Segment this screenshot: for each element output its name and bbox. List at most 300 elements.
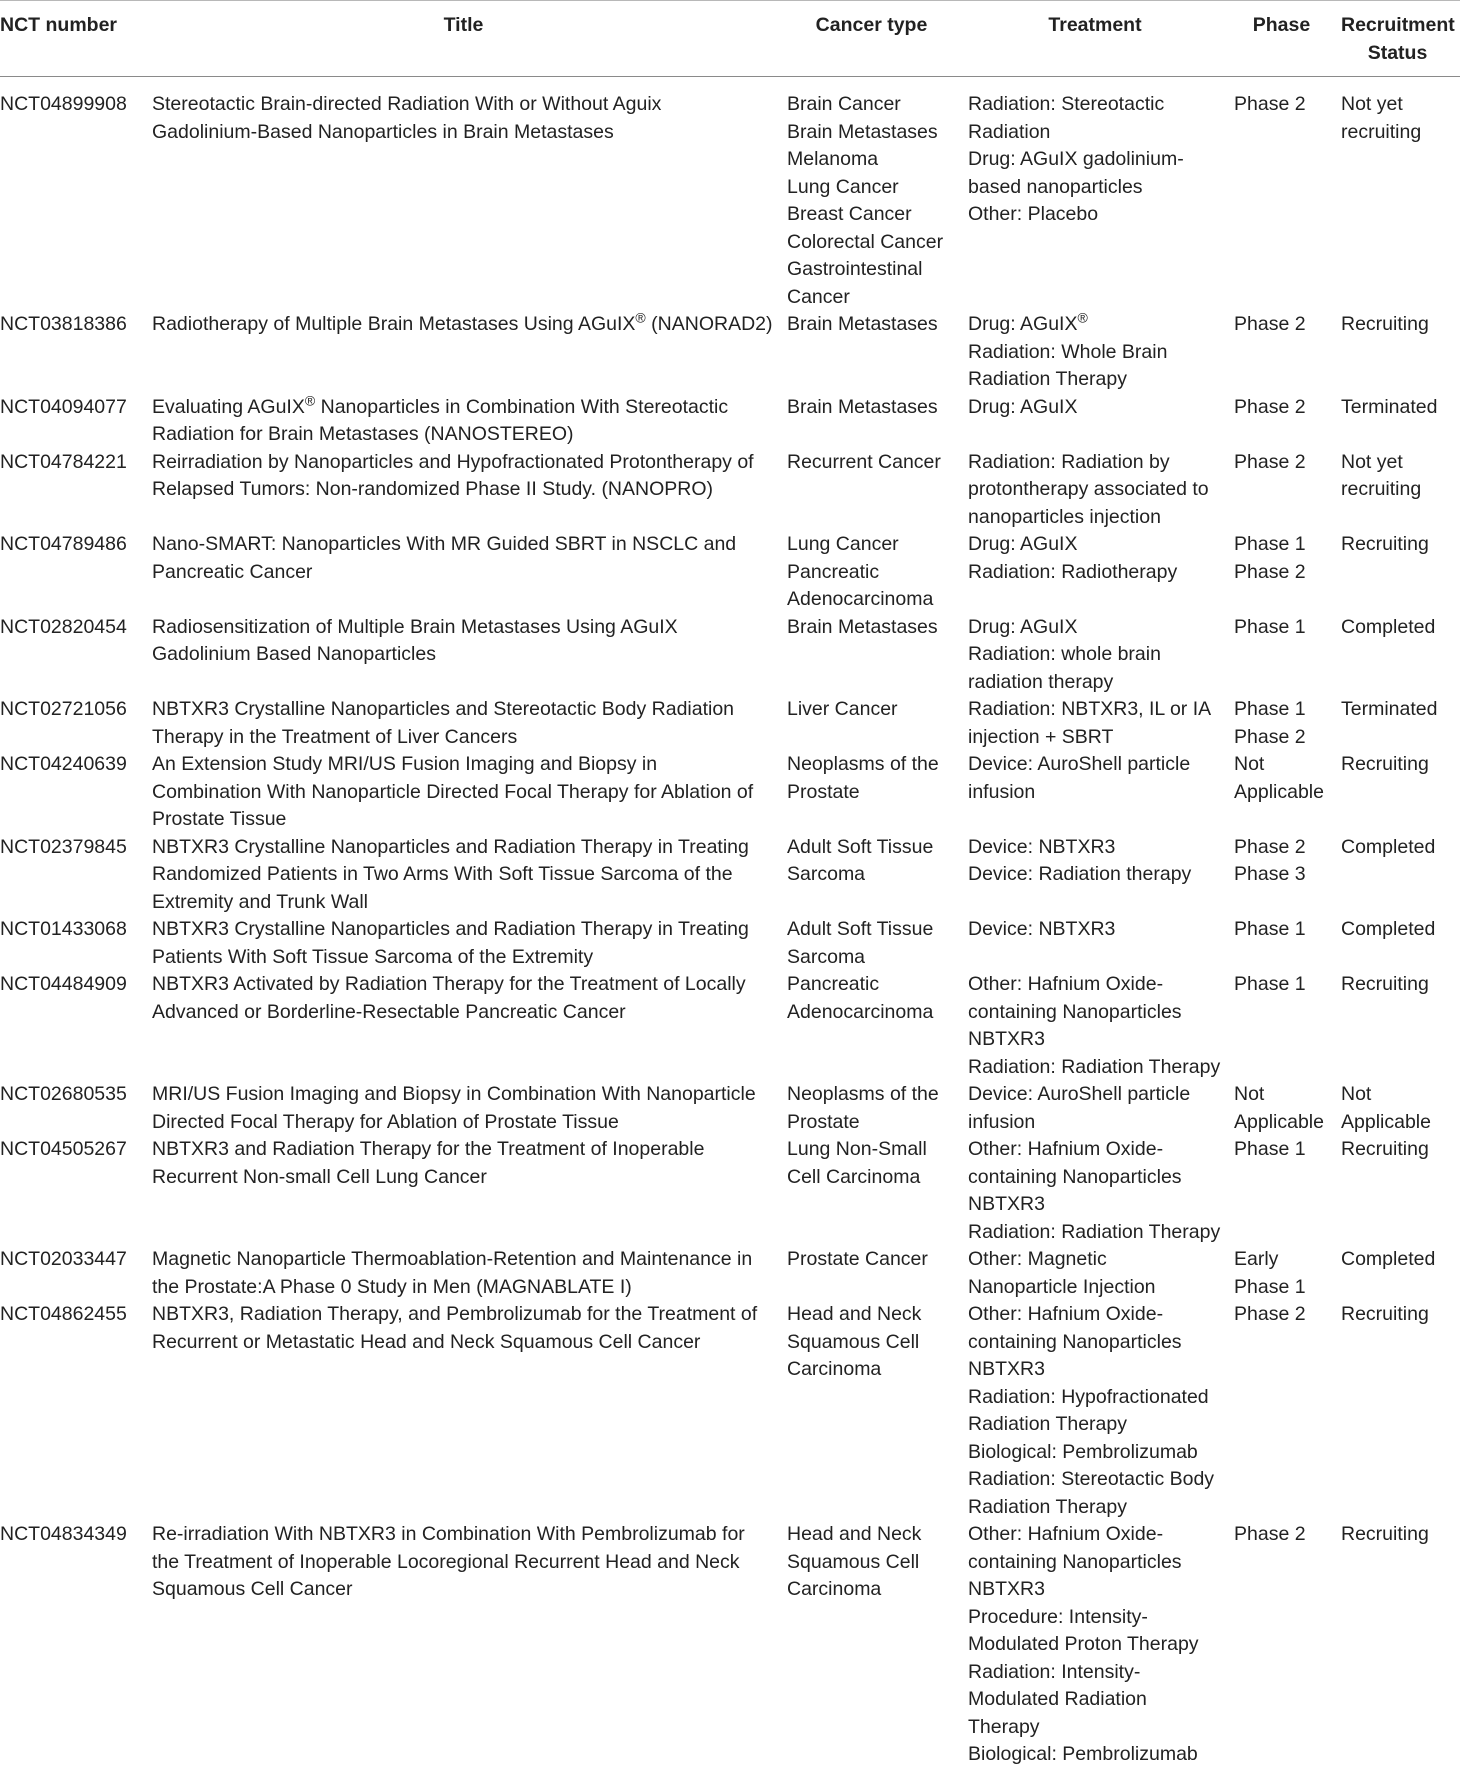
cell-recruitment-status-line: Recruiting	[1341, 1138, 1429, 1160]
cell-recruitment-status	[1335, 77, 1460, 312]
table-row	[0, 77, 1460, 312]
cell-recruitment-status	[1335, 531, 1460, 614]
cell-treatment	[962, 1136, 1228, 1246]
table-row	[0, 1521, 1460, 1769]
cell-recruitment-status-line: Not	[1341, 1083, 1372, 1105]
table-row	[0, 614, 1460, 697]
cell-cancer-type-line: Head and Neck	[787, 1523, 922, 1545]
table-row	[0, 834, 1460, 917]
table-header	[0, 1, 1460, 77]
cell-title-line: Prostate Tissue	[152, 808, 287, 830]
cell-title-line: Squamous Cell Cancer	[152, 1578, 353, 1600]
cell-title	[146, 1246, 781, 1301]
cell-nct-number-line: NCT04784221	[0, 450, 127, 473]
cell-title-line: Radiation for Brain Metastases (NANOSTEREO)	[152, 423, 574, 445]
cell-treatment-line: Radiation: Radiation Therapy	[968, 1055, 1221, 1078]
cell-title-line: Relapsed Tumors: Non-randomized Phase II Study. (NANOPRO)	[152, 478, 714, 500]
cell-title	[146, 1081, 781, 1136]
cell-nct-number	[0, 916, 146, 971]
cell-recruitment-status	[1335, 834, 1460, 917]
cell-phase	[1228, 531, 1335, 614]
cell-treatment-line: Radiation: Hypofractionated	[968, 1385, 1209, 1408]
cell-nct-number	[0, 834, 146, 917]
cell-cancer-type-line: Pancreatic	[787, 560, 880, 583]
cell-nct-number-line: NCT04862455	[0, 1303, 127, 1325]
cell-treatment	[962, 449, 1228, 532]
cell-cancer-type-line: Melanoma	[787, 148, 879, 170]
cell-cancer-type	[781, 916, 962, 971]
cell-cancer-type-line: Adenocarcinoma	[787, 588, 934, 610]
table-row	[0, 1136, 1460, 1246]
cell-recruitment-status-line: recruiting	[1341, 478, 1422, 500]
cell-treatment-line: Other: Hafnium Oxide-	[968, 1303, 1164, 1325]
cell-recruitment-status-line: Recruiting	[1341, 313, 1429, 335]
cell-nct-number	[0, 394, 146, 449]
cell-title	[146, 696, 781, 751]
cell-title-line: Nano-SMART: Nanoparticles With MR Guided SBRT in NSCLC and	[152, 533, 737, 555]
cell-phase	[1228, 696, 1335, 751]
cell-recruitment-status-line: Completed	[1341, 615, 1436, 638]
cell-nct-number-line: NCT04484909	[0, 973, 127, 995]
cell-phase	[1228, 394, 1335, 449]
cell-title-line: NBTXR3 Crystalline Nanoparticles and Stereotactic Body Radiation	[152, 698, 735, 720]
cell-treatment-line: Modulated Radiation	[968, 1688, 1147, 1710]
cell-nct-number-line: NCT04240639	[0, 753, 127, 775]
cell-treatment	[962, 1301, 1228, 1521]
cell-treatment-line: nanoparticles injection	[968, 505, 1161, 528]
cell-cancer-type	[781, 1521, 962, 1769]
cell-cancer-type	[781, 1136, 962, 1246]
cell-title-line: Gadolinium-Based Nanoparticles in Brain Metastases	[152, 120, 614, 143]
cell-phase	[1228, 1521, 1335, 1769]
cell-treatment-line: Radiation	[968, 120, 1051, 143]
cell-phase-line: Phase 2	[1234, 560, 1306, 583]
cell-treatment-line: infusion	[968, 780, 1036, 803]
cell-recruitment-status-line: Recruiting	[1341, 973, 1429, 995]
cell-treatment-line: Nanoparticle Injection	[968, 1275, 1156, 1298]
table-row	[0, 394, 1460, 449]
cell-treatment-line: Drug: AGuIX®	[968, 309, 1088, 335]
cell-treatment-line: Therapy	[968, 1715, 1040, 1738]
cell-phase-line: Phase 2	[1234, 93, 1306, 115]
header-phase: Phase	[1228, 1, 1335, 77]
cell-treatment	[962, 311, 1228, 394]
cell-title-line: Radiosensitization of Multiple Brain Metastases Using AGuIX	[152, 615, 678, 638]
cell-cancer-type-line: Brain Metastases	[787, 313, 938, 335]
cell-treatment-line: Radiation Therapy	[968, 1495, 1127, 1518]
cell-treatment-line: NBTXR3	[968, 1578, 1045, 1600]
cell-nct-number	[0, 1521, 146, 1769]
cell-cancer-type	[781, 696, 962, 751]
cell-title	[146, 531, 781, 614]
cell-treatment	[962, 1081, 1228, 1136]
cell-treatment	[962, 751, 1228, 834]
header-row	[0, 1, 1460, 77]
cell-treatment	[962, 916, 1228, 971]
cell-recruitment-status-line: Not yet	[1341, 93, 1403, 115]
cell-cancer-type-line: Pancreatic	[787, 973, 880, 995]
cell-treatment-line: Radiation: Intensity-	[968, 1660, 1141, 1683]
cell-cancer-type	[781, 834, 962, 917]
cell-phase-line: Phase 1	[1234, 615, 1306, 638]
cell-treatment	[962, 531, 1228, 614]
cell-treatment-line: Other: Magnetic	[968, 1248, 1107, 1270]
cell-phase-line: Phase 2	[1234, 450, 1306, 473]
cell-nct-number-line: NCT02680535	[0, 1083, 127, 1105]
cell-nct-number-line: NCT02379845	[0, 835, 127, 858]
cell-phase	[1228, 834, 1335, 917]
cell-title-line: NBTXR3 and Radiation Therapy for the Treatment of Inoperable	[152, 1138, 705, 1160]
cell-recruitment-status	[1335, 1081, 1460, 1136]
cell-cancer-type-line: Colorectal Cancer	[787, 230, 944, 253]
cell-cancer-type-line: Prostate	[787, 780, 860, 803]
header-cancer-type: Cancer type	[781, 1, 962, 77]
cell-treatment-line: Other: Hafnium Oxide-	[968, 1523, 1164, 1545]
cell-cancer-type-line: Neoplasms of the	[787, 753, 939, 775]
table-body	[0, 77, 1460, 1769]
cell-treatment-line: Other: Placebo	[968, 203, 1099, 225]
cell-recruitment-status-line: Applicable	[1341, 1110, 1431, 1133]
cell-treatment	[962, 834, 1228, 917]
cell-recruitment-status-line: Terminated	[1341, 395, 1438, 418]
cell-phase	[1228, 1246, 1335, 1301]
cell-title-line: Recurrent or Metastatic Head and Neck Squamous Cell Cancer	[152, 1330, 701, 1353]
cell-phase	[1228, 449, 1335, 532]
cell-phase-line: Applicable	[1234, 1110, 1324, 1133]
cell-phase-line: Phase 1	[1234, 1138, 1306, 1160]
header-recruitment-status: Recruitment Status	[1335, 1, 1460, 77]
cell-phase-line: Phase 2	[1234, 1303, 1306, 1325]
cell-nct-number	[0, 77, 146, 312]
cell-recruitment-status	[1335, 751, 1460, 834]
cell-cancer-type-line: Cancer	[787, 285, 850, 308]
cell-treatment-line: Biological: Pembrolizumab	[968, 1743, 1198, 1765]
cell-treatment-line: Biological: Pembrolizumab	[968, 1440, 1198, 1463]
cell-recruitment-status-line: Recruiting	[1341, 753, 1429, 775]
cell-recruitment-status	[1335, 1246, 1460, 1301]
cell-title-line: Magnetic Nanoparticle Thermoablation-Retention and Maintenance in	[152, 1248, 753, 1270]
cell-recruitment-status	[1335, 1136, 1460, 1246]
cell-phase	[1228, 614, 1335, 697]
cell-title	[146, 1521, 781, 1769]
cell-treatment-line: containing Nanoparticles	[968, 1330, 1182, 1353]
cell-treatment-line: Radiation: whole brain	[968, 643, 1161, 665]
cell-title-line: Randomized Patients in Two Arms With Soft Tissue Sarcoma of the	[152, 863, 733, 885]
cell-treatment-line: NBTXR3	[968, 1028, 1045, 1050]
cell-phase	[1228, 1081, 1335, 1136]
cell-treatment	[962, 696, 1228, 751]
cell-nct-number-line: NCT04094077	[0, 395, 127, 418]
cell-title-line: Recurrent Non-small Cell Lung Cancer	[152, 1165, 487, 1188]
cell-recruitment-status	[1335, 614, 1460, 697]
cell-phase-line: Not	[1234, 753, 1265, 775]
cell-title	[146, 449, 781, 532]
cell-title	[146, 77, 781, 312]
cell-treatment-line: Device: NBTXR3	[968, 835, 1116, 858]
cell-cancer-type-line: Recurrent Cancer	[787, 450, 941, 473]
cell-recruitment-status-line: recruiting	[1341, 120, 1422, 143]
cell-treatment-line: Drug: AGuIX	[968, 615, 1078, 638]
cell-nct-number	[0, 1081, 146, 1136]
cell-cancer-type-line: Squamous Cell	[787, 1550, 920, 1573]
cell-title-line: Pancreatic Cancer	[152, 560, 313, 583]
cell-cancer-type-line: Lung Non-Small	[787, 1138, 927, 1160]
cell-cancer-type-line: Adult Soft Tissue	[787, 918, 934, 940]
cell-nct-number-line: NCT01433068	[0, 918, 127, 940]
cell-title	[146, 1136, 781, 1246]
cell-recruitment-status	[1335, 971, 1460, 1081]
header-title: Title	[146, 1, 781, 77]
cell-phase-line: Phase 1	[1234, 918, 1306, 940]
cell-treatment-line: Drug: AGuIX gadolinium-	[968, 148, 1184, 170]
cell-cancer-type	[781, 1246, 962, 1301]
cell-nct-number	[0, 1136, 146, 1246]
cell-title	[146, 614, 781, 697]
cell-cancer-type-line: Sarcoma	[787, 945, 866, 968]
cell-title-line: An Extension Study MRI/US Fusion Imaging and Biopsy in	[152, 753, 658, 775]
cell-phase-line: Phase 1	[1234, 698, 1306, 720]
cell-treatment-line: Procedure: Intensity-	[968, 1605, 1148, 1628]
cell-cancer-type	[781, 311, 962, 394]
cell-title-line: Re-irradiation With NBTXR3 in Combination With Pembrolizumab for	[152, 1523, 745, 1545]
cell-treatment-line: Radiation Therapy	[968, 368, 1127, 390]
cell-title-line: Therapy in the Treatment of Liver Cancers	[152, 725, 518, 748]
cell-treatment-line: Drug: AGuIX	[968, 395, 1078, 418]
cell-treatment-line: Radiation Therapy	[968, 1413, 1127, 1435]
table-row	[0, 1081, 1460, 1136]
cell-recruitment-status	[1335, 1521, 1460, 1769]
cell-title	[146, 1301, 781, 1521]
cell-title-line: Evaluating AGuIX® Nanoparticles in Combination With Stereotactic	[152, 392, 729, 418]
cell-treatment-line: Radiation: NBTXR3, IL or IA	[968, 698, 1212, 720]
cell-treatment	[962, 77, 1228, 312]
cell-title-line: Radiotherapy of Multiple Brain Metastases Using AGuIX® (NANORAD2)	[152, 309, 773, 335]
cell-treatment-line: Modulated Proton Therapy	[968, 1633, 1199, 1655]
cell-phase-line: Phase 1	[1234, 973, 1306, 995]
cell-cancer-type-line: Brain Metastases	[787, 615, 938, 638]
cell-treatment	[962, 1246, 1228, 1301]
cell-title-line: Reirradiation by Nanoparticles and Hypofractionated Protontherapy of	[152, 450, 754, 473]
table-row	[0, 531, 1460, 614]
cell-title-line: NBTXR3, Radiation Therapy, and Pembrolizumab for the Treatment of	[152, 1303, 758, 1325]
table-row	[0, 1301, 1460, 1521]
cell-cancer-type-line: Breast Cancer	[787, 203, 912, 225]
cell-treatment-line: Device: NBTXR3	[968, 918, 1116, 940]
cell-cancer-type-line: Lung Cancer	[787, 175, 899, 198]
cell-treatment-line: Radiation: Radiation Therapy	[968, 1220, 1221, 1243]
cell-recruitment-status	[1335, 394, 1460, 449]
cell-treatment-line: based nanoparticles	[968, 175, 1143, 198]
cell-treatment-line: Drug: AGuIX	[968, 533, 1078, 555]
cell-treatment-line: Radiation: Stereotactic Body	[968, 1468, 1215, 1490]
cell-nct-number	[0, 751, 146, 834]
cell-title-line: Advanced or Borderline-Resectable Pancreatic Cancer	[152, 1000, 626, 1023]
cell-title-line: NBTXR3 Crystalline Nanoparticles and Radiation Therapy in Treating	[152, 835, 749, 858]
cell-cancer-type	[781, 971, 962, 1081]
cell-cancer-type-line: Head and Neck	[787, 1303, 922, 1325]
cell-treatment-line: Other: Hafnium Oxide-	[968, 973, 1164, 995]
cell-cancer-type-line: Prostate Cancer	[787, 1248, 928, 1270]
cell-cancer-type-line: Carcinoma	[787, 1358, 882, 1380]
cell-title-line: NBTXR3 Crystalline Nanoparticles and Radiation Therapy in Treating	[152, 918, 749, 940]
cell-nct-number	[0, 614, 146, 697]
cell-recruitment-status-line: Not yet	[1341, 450, 1403, 473]
cell-recruitment-status-line: Completed	[1341, 918, 1436, 940]
cell-recruitment-status-line: Recruiting	[1341, 1303, 1429, 1325]
cell-treatment-line: NBTXR3	[968, 1193, 1045, 1215]
cell-phase-line: Phase 2	[1234, 1523, 1306, 1545]
cell-cancer-type	[781, 77, 962, 312]
cell-phase-line: Early	[1234, 1248, 1279, 1270]
cell-recruitment-status	[1335, 449, 1460, 532]
cell-title-line: Directed Focal Therapy for Ablation of Prostate Tissue	[152, 1110, 619, 1133]
cell-treatment-line: containing Nanoparticles	[968, 1165, 1182, 1188]
cell-treatment	[962, 394, 1228, 449]
cell-nct-number-line: NCT04789486	[0, 533, 127, 555]
cell-cancer-type-line: Squamous Cell	[787, 1330, 920, 1353]
cell-title	[146, 971, 781, 1081]
cell-recruitment-status-line: Recruiting	[1341, 533, 1429, 555]
cell-nct-number	[0, 696, 146, 751]
cell-title-line: the Prostate:A Phase 0 Study in Men (MAGNABLATE I)	[152, 1275, 632, 1298]
cell-treatment-line: radiation therapy	[968, 670, 1114, 693]
cell-phase-line: Applicable	[1234, 780, 1324, 803]
cell-treatment-line: Radiation: Radiotherapy	[968, 560, 1178, 583]
cell-nct-number-line: NCT02033447	[0, 1248, 127, 1270]
cell-cancer-type-line: Brain Cancer	[787, 93, 901, 115]
cell-nct-number	[0, 311, 146, 394]
cell-nct-number-line: NCT04505267	[0, 1138, 127, 1160]
cell-phase	[1228, 751, 1335, 834]
cell-title	[146, 751, 781, 834]
cell-phase-line: Phase 2	[1234, 835, 1306, 858]
cell-recruitment-status	[1335, 1301, 1460, 1521]
cell-phase-line: Phase 1	[1234, 533, 1306, 555]
cell-cancer-type	[781, 394, 962, 449]
cell-treatment-line: protontherapy associated to	[968, 478, 1209, 500]
cell-title-line: Extremity and Trunk Wall	[152, 890, 369, 913]
cell-cancer-type	[781, 751, 962, 834]
cell-treatment-line: Radiation: Radiation by	[968, 450, 1170, 473]
cell-nct-number-line: NCT02820454	[0, 615, 127, 638]
header-treatment: Treatment	[962, 1, 1228, 77]
cell-cancer-type	[781, 1301, 962, 1521]
cell-treatment-line: Device: Radiation therapy	[968, 863, 1192, 885]
cell-nct-number	[0, 1246, 146, 1301]
cell-recruitment-status	[1335, 696, 1460, 751]
table-row	[0, 449, 1460, 532]
cell-title	[146, 311, 781, 394]
cell-cancer-type-line: Liver Cancer	[787, 698, 898, 720]
cell-cancer-type-line: Cell Carcinoma	[787, 1165, 921, 1188]
cell-nct-number	[0, 1301, 146, 1521]
cell-title-line: Gadolinium Based Nanoparticles	[152, 643, 436, 665]
cell-title-line: NBTXR3 Activated by Radiation Therapy for the Treatment of Locally	[152, 973, 746, 995]
cell-cancer-type	[781, 614, 962, 697]
cell-title	[146, 834, 781, 917]
cell-title-line: Patients With Soft Tissue Sarcoma of the Extremity	[152, 945, 594, 968]
cell-phase	[1228, 77, 1335, 312]
cell-recruitment-status-line: Terminated	[1341, 698, 1438, 720]
cell-treatment-line: Radiation: Whole Brain	[968, 340, 1168, 363]
header-nct-number: NCT number	[0, 1, 146, 77]
cell-recruitment-status-line: Recruiting	[1341, 1523, 1429, 1545]
cell-nct-number-line: NCT03818386	[0, 313, 127, 335]
cell-nct-number-line: NCT04899908	[0, 93, 127, 115]
cell-treatment-line: Device: AuroShell particle	[968, 753, 1191, 775]
cell-recruitment-status-line: Completed	[1341, 835, 1436, 858]
cell-cancer-type-line: Lung Cancer	[787, 533, 899, 555]
cell-cancer-type-line: Sarcoma	[787, 863, 866, 885]
cell-nct-number	[0, 971, 146, 1081]
cell-phase	[1228, 1301, 1335, 1521]
table-row	[0, 1246, 1460, 1301]
cell-nct-number-line: NCT02721056	[0, 698, 127, 720]
cell-title-line: MRI/US Fusion Imaging and Biopsy in Combination With Nanoparticle	[152, 1083, 756, 1105]
cell-title	[146, 916, 781, 971]
table-row	[0, 971, 1460, 1081]
cell-cancer-type	[781, 531, 962, 614]
cell-phase-line: Not	[1234, 1083, 1265, 1105]
table-row	[0, 916, 1460, 971]
cell-cancer-type-line: Carcinoma	[787, 1578, 882, 1600]
cell-nct-number	[0, 531, 146, 614]
cell-treatment-line: NBTXR3	[968, 1358, 1045, 1380]
cell-treatment-line: containing Nanoparticles	[968, 1550, 1182, 1573]
cell-cancer-type-line: Neoplasms of the	[787, 1083, 939, 1105]
cell-cancer-type-line: Brain Metastases	[787, 120, 938, 143]
cell-treatment-line: Radiation: Stereotactic	[968, 93, 1165, 115]
cell-recruitment-status	[1335, 311, 1460, 394]
cell-cancer-type-line: Adenocarcinoma	[787, 1000, 934, 1023]
cell-treatment-line: Device: AuroShell particle	[968, 1083, 1191, 1105]
table-row	[0, 751, 1460, 834]
cell-treatment	[962, 971, 1228, 1081]
cell-phase-line: Phase 2	[1234, 313, 1306, 335]
cell-treatment	[962, 1521, 1228, 1769]
cell-title-line: Combination With Nanoparticle Directed Focal Therapy for Ablation of	[152, 780, 754, 803]
table-row	[0, 311, 1460, 394]
cell-recruitment-status	[1335, 916, 1460, 971]
cell-title	[146, 394, 781, 449]
cell-phase-line: Phase 1	[1234, 1275, 1306, 1298]
cell-phase	[1228, 971, 1335, 1081]
cell-recruitment-status-line: Completed	[1341, 1248, 1436, 1270]
cell-treatment-line: Other: Hafnium Oxide-	[968, 1138, 1164, 1160]
cell-treatment	[962, 614, 1228, 697]
cell-phase	[1228, 311, 1335, 394]
cell-phase-line: Phase 3	[1234, 863, 1306, 885]
cell-treatment-line: infusion	[968, 1110, 1036, 1133]
cell-phase	[1228, 1136, 1335, 1246]
cell-phase-line: Phase 2	[1234, 395, 1306, 418]
cell-nct-number	[0, 449, 146, 532]
cell-cancer-type-line: Prostate	[787, 1110, 860, 1133]
cell-nct-number-line: NCT04834349	[0, 1523, 127, 1545]
cell-treatment-line: containing Nanoparticles	[968, 1000, 1182, 1023]
cell-cancer-type-line: Adult Soft Tissue	[787, 835, 934, 858]
cell-cancer-type	[781, 449, 962, 532]
cell-cancer-type-line: Gastrointestinal	[787, 258, 923, 280]
cell-phase	[1228, 916, 1335, 971]
cell-treatment-line: injection + SBRT	[968, 725, 1114, 748]
cell-phase-line: Phase 2	[1234, 725, 1306, 748]
cell-title-line: the Treatment of Inoperable Locoregional Recurrent Head and Neck	[152, 1550, 740, 1573]
cell-title-line: Stereotactic Brain-directed Radiation With or Without Aguix	[152, 93, 662, 115]
table-row	[0, 696, 1460, 751]
cell-cancer-type-line: Brain Metastases	[787, 395, 938, 418]
cell-cancer-type	[781, 1081, 962, 1136]
